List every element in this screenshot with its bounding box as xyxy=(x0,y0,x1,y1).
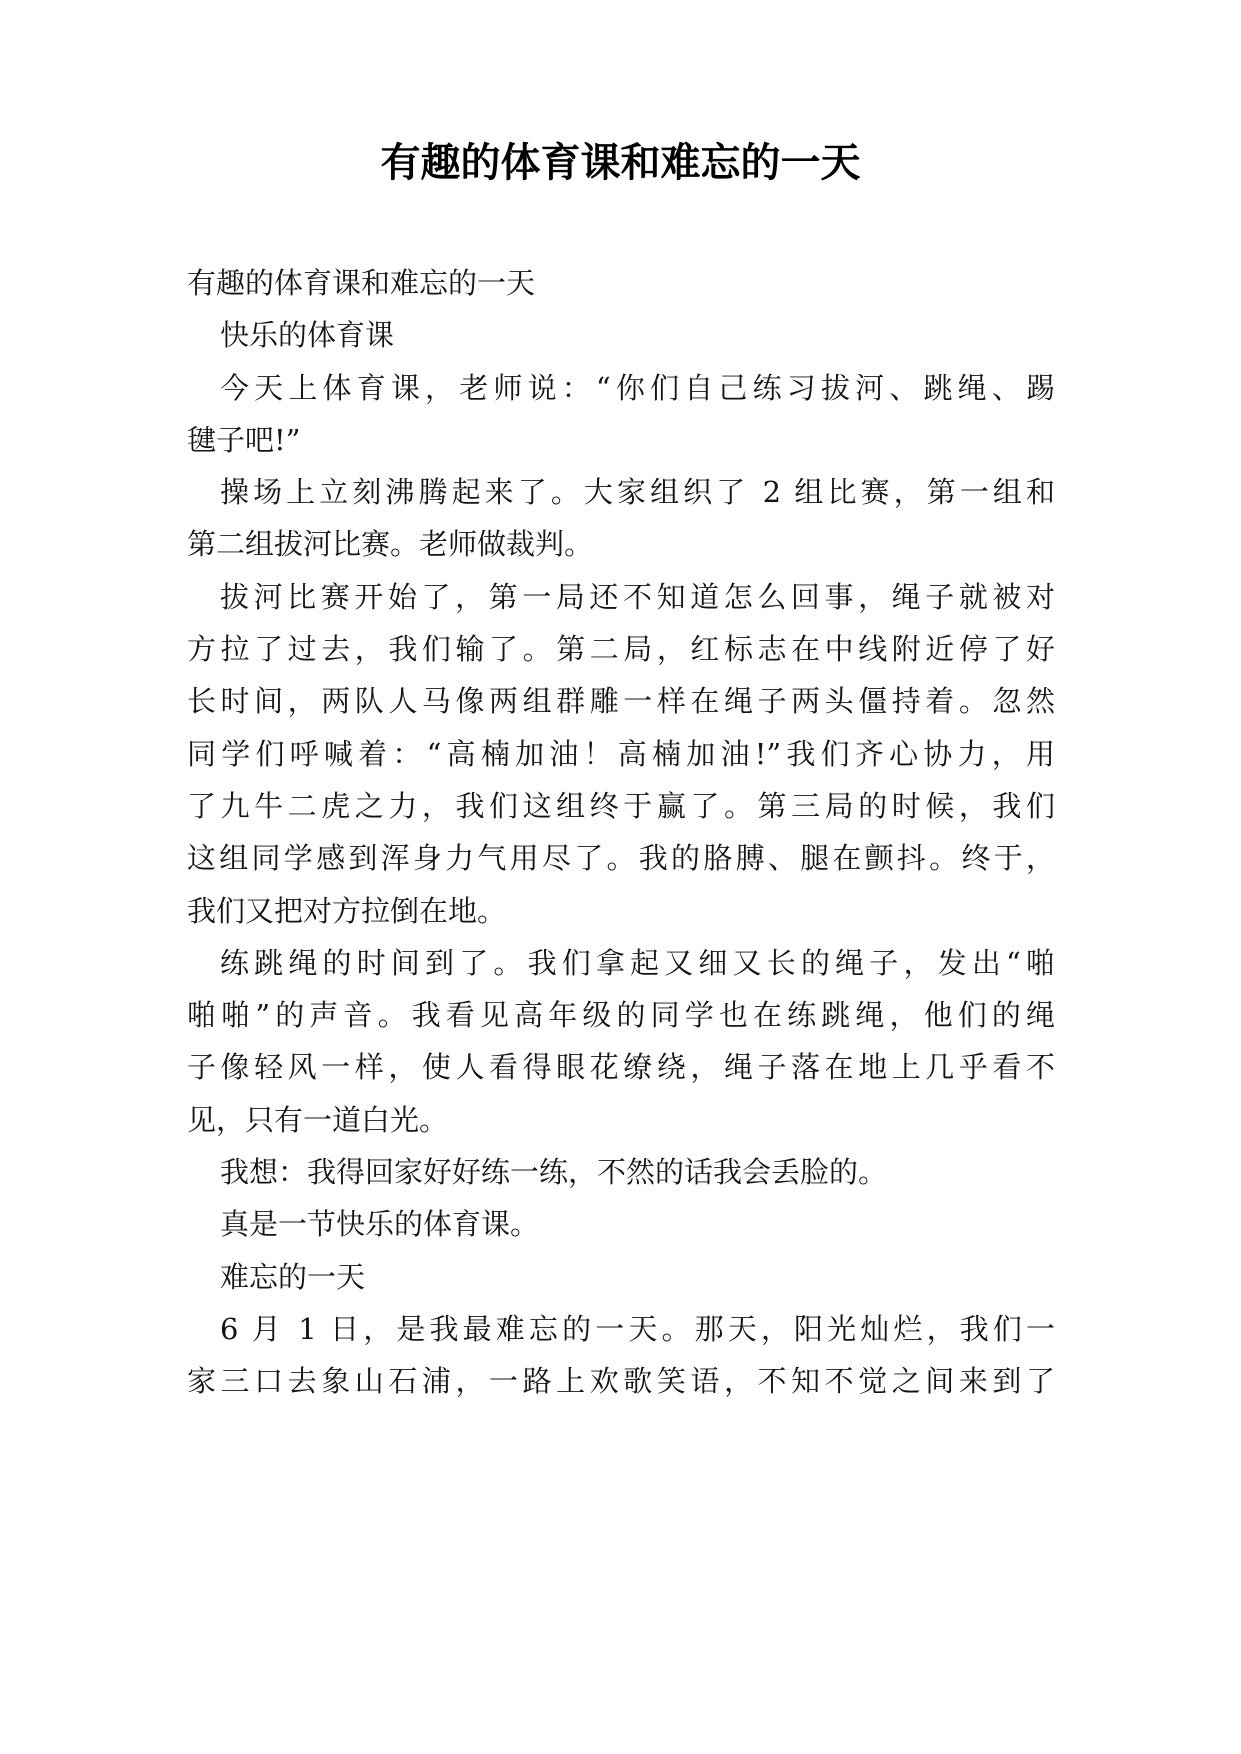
text-line: 家三口去象山石浦，一路上欢歌笑语，不知不觉之间来到了 xyxy=(187,1364,1055,1399)
text-line: 方拉了过去，我们输了。第二局，红标志在中线附近停了好 xyxy=(187,632,1055,667)
paragraph xyxy=(187,571,1055,937)
text-line: 6 月 1 日，是我最难忘的一天。那天，阳光灿烂，我们一 xyxy=(220,1311,1055,1346)
text-line: 同学们呼喊着：“高楠加油！高楠加油!”我们齐心协力，用 xyxy=(187,736,1055,771)
paragraph xyxy=(187,466,1055,571)
text-line: 这组同学感到浑身力气用尽了。我的胳膊、腿在颤抖。终于， xyxy=(187,841,1055,876)
text-line: 拔河比赛开始了，第一局还不知道怎么回事，绳子就被对 xyxy=(220,579,1055,614)
paragraph xyxy=(187,362,1055,467)
paragraph xyxy=(187,1146,1055,1198)
paragraph-section-heading xyxy=(187,309,1055,361)
text-line: 见，只有一道白光。 xyxy=(187,1102,449,1137)
text-line: 今天上体育课，老师说：“你们自己练习拔河、跳绳、踢 xyxy=(220,370,1055,405)
text-line: 练跳绳的时间到了。我们拿起又细又长的绳子，发出“啪 xyxy=(220,945,1055,980)
text-line: 子像轻风一样，使人看得眼花缭绕，绳子落在地上几乎看不 xyxy=(187,1050,1055,1085)
document-body xyxy=(187,257,1055,1408)
text-line: 我们又把对方拉倒在地。 xyxy=(187,893,507,928)
paragraph xyxy=(187,937,1055,1146)
text-line: 毽子吧!” xyxy=(187,422,301,457)
text-line: 了九牛二虎之力，我们这组终于赢了。第三局的时候，我们 xyxy=(187,788,1055,823)
paragraph xyxy=(187,1303,1055,1408)
text-line: 难忘的一天 xyxy=(220,1259,366,1294)
document-title: 有趣的体育课和难忘的一天 xyxy=(380,139,861,186)
text-line: 快乐的体育课 xyxy=(220,318,395,353)
text-line: 真是一节快乐的体育课。 xyxy=(220,1207,540,1242)
text-line: 第二组拔河比赛。老师做裁判。 xyxy=(187,527,594,562)
paragraph xyxy=(187,1198,1055,1250)
text-line: 有趣的体育课和难忘的一天 xyxy=(187,266,536,300)
text-line: 我想：我得回家好好练一练，不然的话我会丢脸的。 xyxy=(220,1155,888,1190)
paragraph-section-heading xyxy=(187,1251,1055,1303)
paragraph-article-heading xyxy=(187,257,1055,309)
text-line: 操场上立刻沸腾起来了。大家组织了 2 组比赛，第一组和 xyxy=(220,475,1055,510)
text-line: 长时间，两队人马像两组群雕一样在绳子两头僵持着。忽然 xyxy=(187,684,1055,719)
text-line: 啪啪”的声音。我看见高年级的同学也在练跳绳，他们的绳 xyxy=(187,998,1055,1033)
